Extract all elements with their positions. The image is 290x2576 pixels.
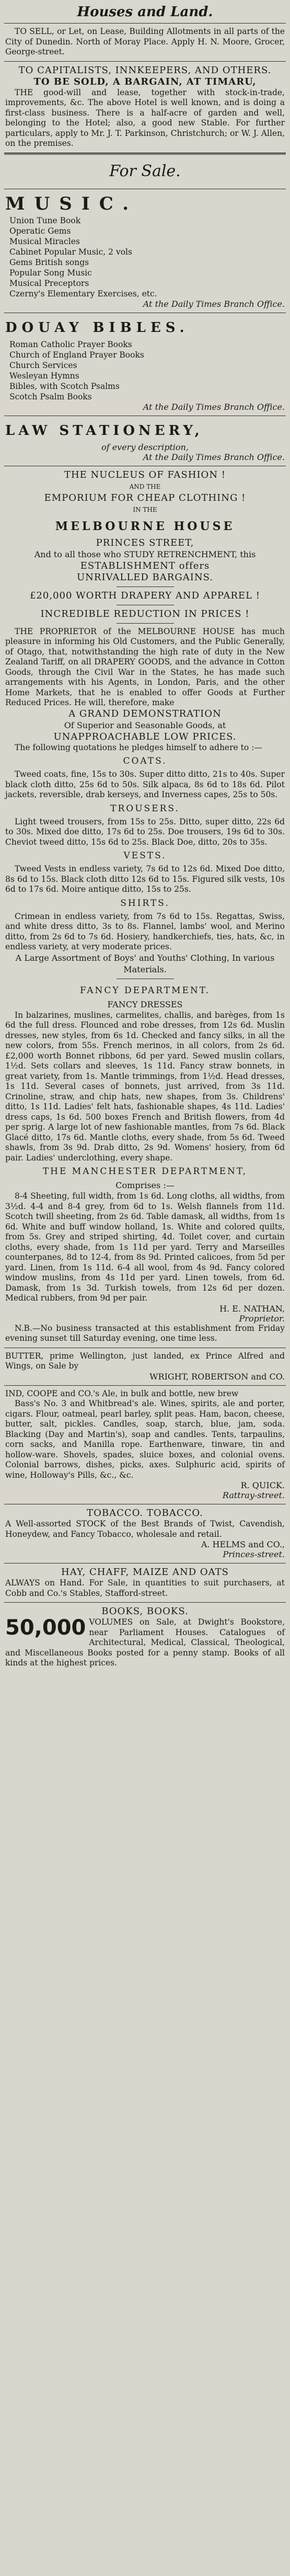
category-heading: VESTS. (123, 850, 167, 861)
category-text: 8-4 Sheeting, full width, from 1s 6d. Long cloths, all widths, from 3½d. 4-4 and 8-4 grey, from 6d to 1s. Welsh flannels from 11d. Scotch twill sheeting, from 2s 6d. Table damask, all widths, from 1s 6d. White and buff window holland, 1s. White and colored quilts, from 5s. Grey and striped shirting, 4d. Toilet cover, and curtain cloths, every shade, from 1s 11d per yard. Terry and Marseilles counterpanes, 8d to 12-4, from 8s 9d. Printed calicoes, from 5d per yard. Linen, from 1s 11d. 6-4 all wool, from 4s 9d. Fancy colored window muslins, from 4s 11d per yard. Linen towels, from 6d. Damask, from 1s 3d. Turkish towels, from 12s 6d per dozen. Medical rubbers, from 9d per pair. (5, 1191, 285, 1303)
category-heading: TROUSERS. (110, 803, 180, 814)
ad-signature: R. QUICK. (240, 1480, 285, 1490)
headline: Of Superior and Seasonable Goods, at (64, 720, 226, 730)
list-item: Cabinet Popular Music, 2 vols (9, 247, 132, 257)
headline: UNAPPROACHABLE LOW PRICES. (53, 731, 237, 742)
headline: £20,000 WORTH DRAPERY AND APPAREL ! (30, 590, 260, 601)
ad-butter (4, 1348, 286, 1386)
ad-title: MUSIC. (5, 193, 138, 214)
ad-address: Rattray-street. (222, 1490, 285, 1500)
signature: H. E. NATHAN, (219, 1303, 285, 1314)
books-count: 50,000 (5, 1616, 86, 1640)
headline: And to all those who STUDY RETRENCHMENT, this (34, 549, 256, 559)
section-heading-houses: Houses and Land. (4, 2, 286, 24)
headline: THE NUCLEUS OF FASHION ! (64, 469, 226, 480)
category-text: In balzarines, muslines, carmelites, challis, and barèges, from 1s 6d the full dress. Flounced and robe dresses, from 12s 6d. Muslin dresses, new styles, from 6s 1d. Checked and fancy silks, in all the new colors, from 55s. French merinos, in all colors, from 2s 6d. £2,000 worth Bonnet ribbons, 6d per yard. Sewed muslin collars, 1½d. Sets collars and sleeves, 1s 11d. Fancy straw bonnets, in great variety, from 1s. Mantle trimmings, from 1½d. Head dresses, 1s 11d. Several cases of bonnets, just arrived, from 3s 11d. Crinoline, straw, and chip hats, new shapes, from 3s. Childrens' ditto, 1s 11d. Ladies' felt hats, fashionable shapes, 4s 11d. Ladies' dress caps, 1s 6d. 500 boxes French and British flowers, from 4d per sprig. A large lot of new fashionable mantles, from 7s 6d. Black Glacé ditto, 17s 6d. Mantle cloths, every shade, from 5s 6d. Tweed shawls, from 3s 9d. Drab ditto, 2s 9d. Womens' hosiery, from 6d pair. Ladies' underclothing, every shape. (5, 1010, 285, 1163)
category-text: Tweed coats, fine, 15s to 30s. Super ditto ditto, 21s to 40s. Super black cloth ditto, 25s 6d to 50s. Silk alpaca, 8s 6d to 18s 6d. Pilot jackets, reversible, drab kerseys, and Inverness capes, 25s to 50s. (5, 769, 285, 799)
list-item: Union Tune Book (9, 215, 81, 225)
category-text: Light tweed trousers, from 15s to 25s. Ditto, super ditto, 22s 6d to 30s. Mixed doe ditto, 17s 6d to 25s. Doe trousers, 19s 6d to 30s. Cheviot tweed ditto, 15s 6d to 25s. Black Doe, ditto, 20s to 35s. (5, 816, 285, 847)
ad-footer: At the Daily Times Branch Office. (143, 401, 285, 412)
boys-clothing: A Large Assortment of Boys' and Youths' Clothing, In various Materials. (15, 952, 275, 974)
ad-subtitle: of every description, (101, 442, 189, 452)
list-item: Church Services (9, 360, 77, 370)
ad-body: THE PROPRIETOR of the MELBOURNE HOUSE has much pleasure in informing his Old Customers, and the Public Generally, of Otago, that, notwithstanding the high rate of duty in the New Zealand Tariff, on all DRAPERY GOODS, and the advance in Cotton Goods, through the Civil War in the States, he has made such arrangements with his Agents, in London, Paris, and the other Home Markets, that he is enabled to offer Goods at Further Reduced Prices. He will, therefore, make (5, 626, 285, 707)
category-heading: FANCY DEPARTMENT. (79, 985, 211, 996)
category-subheading: FANCY DRESSES (107, 999, 183, 1009)
ad-subtitle: TO BE SOLD, A BARGAIN, AT TIMARU, (33, 76, 257, 87)
headline: UNRIVALLED BARGAINS. (77, 571, 213, 583)
headline: INCREDIBLE REDUCTION IN PRICES ! (40, 608, 250, 619)
headline: PRINCES STREET, (96, 537, 194, 548)
ad-footer: At the Daily Times Branch Office. (143, 452, 285, 462)
ad-title: TOBACCO. TOBACCO. (87, 1508, 203, 1519)
ad-title: LAW STATIONERY, (5, 422, 203, 439)
list-item: Roman Catholic Prayer Books (9, 339, 132, 349)
list-item: Czerny's Elementary Exercises, etc. (9, 289, 157, 298)
category-heading: THE MANCHESTER DEPARTMENT, (42, 1166, 248, 1177)
ad-note: N.B.—No business transacted at this establishment from Friday evening sunset till Saturday evening, one time less. (5, 1323, 285, 1343)
ad-title: IND, COOPE and CO.'s Ale, in bulk and bottle, new brew (5, 1388, 239, 1398)
bibles-list (5, 339, 285, 402)
ad-body: The following quotations he pledges himself to adhere to :— (15, 742, 262, 752)
ad-signature: A. HELMS and CO., (201, 1539, 285, 1549)
category-text: Tweed Vests in endless variety, 7s 6d to 12s 6d. Mixed Doe ditto, 8s 6d to 15s. Black cloth ditto 12s 6d to 15s. Figured silk vests, 10s 6d to 17s 6d. Moire antique ditto, 15s to 25s. (5, 864, 285, 894)
list-item: Musical Preceptors (9, 278, 89, 288)
ad-address: Princes-street. (223, 1549, 285, 1559)
ad-signature: WRIGHT, ROBERTSON and CO. (149, 1371, 285, 1382)
list-item: Musical Miracles (9, 236, 80, 246)
ad-music (4, 189, 286, 313)
signature-role: Proprietor. (239, 1313, 285, 1324)
ad-title: BOOKS, BOOKS. (101, 1606, 189, 1617)
ad-ind-coope (4, 1386, 286, 1505)
music-list (5, 215, 285, 299)
ad-building-allotments (4, 24, 286, 62)
ad-title: HAY, CHAFF, MAIZE AND OATS (61, 1567, 229, 1578)
category-heading: SHIRTS. (120, 898, 170, 908)
ad-items: Bass's No. 3 and Whitbread's ale. Wines, spirits, ale and porter, cigars. Flour, oatmeal, pearl barley, split peas. Ham, bacon, cheese, butter, salt, pickles. Candles, soap, starch, blue, jam, soda. Blacking (Day and Martin's), soap and candles. Tents, tarpaulins, corn sacks, and Manilla rope. Earthenware, tinware, tin and hollow-ware. Shovels, spades, sluice boxes, and colonial ovens. Colonial barrows, dishes, picks, axes. Sulphuric acid, spirits of wine, Holloway's Pills, &c., &c. (5, 1399, 285, 1480)
ad-title: DOUAY BIBLES. (5, 319, 189, 336)
headline: AND THE (129, 482, 161, 490)
ad-text: BUTTER, prime Wellington, just landed, ex Prince Alfred and Wings, on Sale by (5, 1351, 285, 1371)
headline: MELBOURNE HOUSE (55, 519, 235, 533)
ad-text: THE good-will and lease, together with stock-in-trade, improvements, &c. The above Hotel is well known, and is doing a first-class business. There is a half-acre of garden and well, belonging to the Hotel; also, a good new Stable. For further particulars, apply to Mr. J. T. Parkinson, Christchurch; or W. J. Allen, on the premises. (5, 87, 285, 148)
list-item: Popular Song Music (9, 268, 92, 278)
ad-capitalists (4, 62, 286, 153)
list-item: Bibles, with Scotch Psalms (9, 381, 120, 391)
newspaper-column (4, 2, 286, 2572)
headline: EMPORIUM FOR CHEAP CLOTHING ! (44, 492, 246, 503)
ad-text: VOLUMES on Sale, at Dwight's Bookstore, near Parliament Houses. Catalogues of Architectural, Medical, Classical, Theological, and Miscellaneous Books posted for a penny stamp. Books of all kinds at the highest prices. (5, 1617, 285, 1668)
ad-melbourne-house (4, 466, 286, 1348)
ad-hay (4, 1563, 286, 1603)
list-item: Church of England Prayer Books (9, 350, 144, 360)
list-item: Scotch Psalm Books (9, 392, 92, 401)
ad-bibles (4, 313, 286, 416)
ad-footer: At the Daily Times Branch Office. (143, 298, 285, 309)
headline: ESTABLISHMENT offers (80, 560, 210, 571)
category-subheading: Comprises :— (115, 1180, 175, 1190)
section-heading-for-sale: For Sale. (4, 155, 286, 189)
ad-text: TO SELL, or Let, on Lease, Building Allotments in all parts of the City of Dunedin. North of Moray Place. Apply H. N. Moore, Grocer, George-street. (5, 27, 285, 56)
ad-tobacco (4, 1504, 286, 1563)
ad-law-stationery (4, 416, 286, 466)
headline: IN THE (133, 505, 157, 513)
category-heading: COATS. (123, 756, 167, 766)
ad-text: A Well-assorted STOCK of the Best Brands of Twist, Cavendish, Honeydew, and Fancy Tobacco, wholesale and retail. (5, 1519, 285, 1539)
list-item: Wesleyan Hymns (9, 371, 79, 381)
ad-title: TO CAPITALISTS, INNKEEPERS, AND OTHERS. (18, 64, 272, 76)
list-item: Operatic Gems (9, 226, 71, 236)
ad-books (4, 1603, 286, 1672)
category-text: Crimean in endless variety, from 7s 6d to 15s. Regattas, Swiss, and white dress ditto, 3s to 8s. Flannel, lambs' wool, and Merino ditto, from 2s 6d to 7s 6d. Hosiery, handkerchiefs, ties, hats, &c, in endless variety, at very moderate prices. (5, 911, 285, 951)
headline: A GRAND DEMONSTRATION (68, 708, 222, 719)
list-item: Gems British songs (9, 257, 89, 267)
ad-text: ALWAYS on Hand. For Sale, in quantities to suit purchasers, at Cobb and Co.'s Stables, Stafford-street. (5, 1578, 285, 1598)
